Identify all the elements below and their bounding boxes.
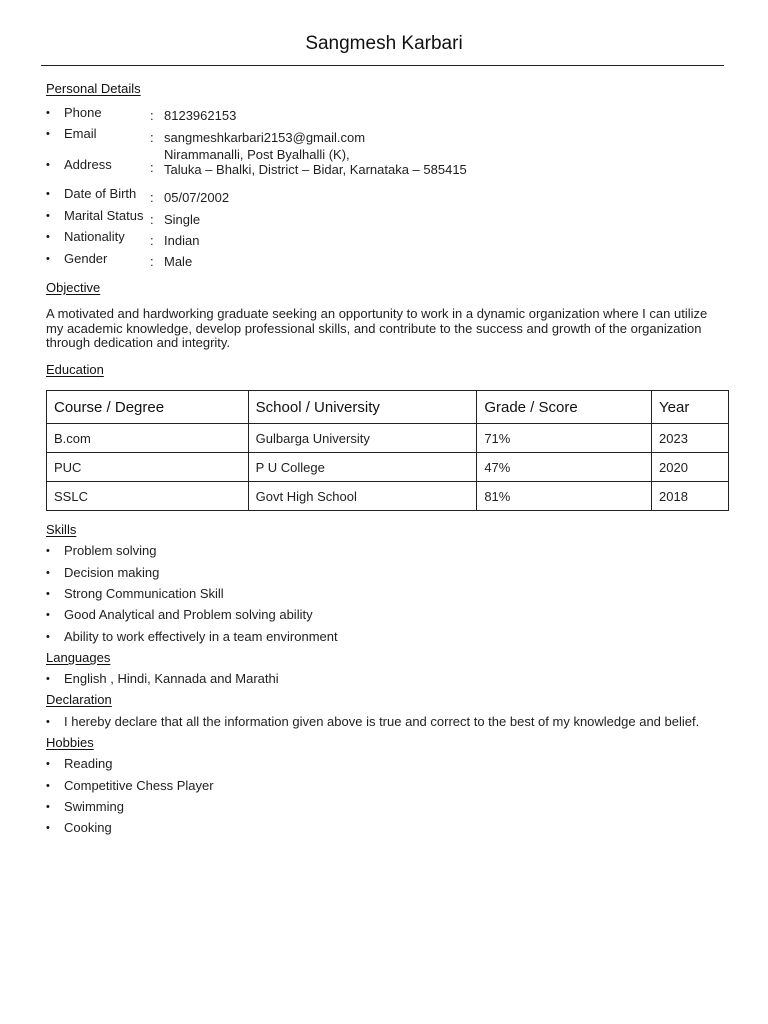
grade-cell: 71% (477, 424, 652, 453)
colon-separator: : (150, 254, 154, 269)
grade-cell: 47% (477, 453, 652, 482)
bullet-icon: • (46, 673, 50, 685)
bullet-icon: • (46, 253, 50, 265)
marital-status-label: Marital Status (64, 208, 144, 223)
course-cell: PUC (47, 453, 249, 482)
address-label: Address (64, 157, 112, 172)
objective-text: A motivated and hardworking graduate seeking an opportunity to work in a dynamic organization where I can utilize my academic knowledge, develop professional skills, and contribute to the success and growth of the organization through dedication and integrity. (46, 306, 708, 350)
colon-separator: : (150, 108, 154, 123)
skill-item: Strong Communication Skill (64, 586, 224, 601)
declaration-item: I hereby declare that all the information given above is true and correct to the best of my knowledge and belief. (64, 714, 700, 729)
bullet-icon: • (46, 631, 50, 643)
skill-item: Problem solving (64, 543, 157, 558)
candidate-name: Sangmesh Karbari (305, 33, 463, 54)
hobby-item: Cooking (64, 820, 112, 835)
hobby-item: Competitive Chess Player (64, 778, 214, 793)
grade-cell: 81% (477, 482, 652, 511)
column-header-year: Year (652, 391, 729, 424)
school-cell: Govt High School (248, 482, 477, 511)
bullet-icon: • (46, 567, 50, 579)
address-line-2: Taluka – Bhalki, District – Bidar, Karnataka – 585415 (164, 162, 467, 177)
education-heading: Education (46, 362, 104, 377)
colon-separator: : (150, 130, 154, 145)
hobby-item: Reading (64, 756, 113, 771)
bullet-icon: • (46, 780, 50, 792)
dob-value: 05/07/2002 (164, 190, 230, 205)
year-cell: 2023 (652, 424, 729, 453)
nationality-label: Nationality (64, 229, 125, 244)
gender-value: Male (164, 254, 193, 269)
bullet-icon: • (46, 107, 50, 119)
marital-status-value: Single (164, 212, 201, 227)
bullet-icon: • (46, 609, 50, 621)
skills-heading: Skills (46, 522, 77, 537)
objective-heading: Objective (46, 280, 101, 295)
school-cell: P U College (248, 453, 477, 482)
address-value (164, 147, 467, 177)
nationality-value: Indian (164, 233, 200, 248)
phone-label: Phone (64, 105, 102, 120)
bullet-icon: • (46, 159, 50, 171)
hobbies-heading: Hobbies (46, 735, 94, 750)
table-row (47, 453, 729, 482)
language-item: English , Hindi, Kannada and Marathi (64, 671, 279, 686)
education-table (46, 390, 729, 511)
course-cell: B.com (47, 424, 249, 453)
table-row (47, 482, 729, 511)
course-cell: SSLC (47, 482, 249, 511)
colon-separator: : (150, 190, 154, 205)
colon-separator: : (150, 212, 154, 227)
school-cell: Gulbarga University (248, 424, 477, 453)
skill-item: Ability to work effectively in a team environment (64, 629, 338, 644)
skill-item: Good Analytical and Problem solving ability (64, 607, 313, 622)
declaration-heading: Declaration (46, 692, 112, 707)
column-header-course: Course / Degree (47, 391, 249, 424)
email-value: sangmeshkarbari2153@gmail.com (164, 130, 366, 145)
phone-value: 8123962153 (164, 108, 237, 123)
header-divider (41, 65, 724, 66)
email-label: Email (64, 126, 97, 141)
bullet-icon: • (46, 588, 50, 600)
table-row (47, 424, 729, 453)
table-header-row (47, 391, 729, 424)
year-cell: 2018 (652, 482, 729, 511)
bullet-icon: • (46, 231, 50, 243)
bullet-icon: • (46, 801, 50, 813)
column-header-grade: Grade / Score (477, 391, 652, 424)
bullet-icon: • (46, 822, 50, 834)
column-header-school: School / University (248, 391, 477, 424)
colon-separator: : (150, 160, 154, 175)
bullet-icon: • (46, 210, 50, 222)
skill-item: Decision making (64, 565, 160, 580)
year-cell: 2020 (652, 453, 729, 482)
bullet-icon: • (46, 188, 50, 200)
bullet-icon: • (46, 128, 50, 140)
dob-label: Date of Birth (64, 186, 137, 201)
bullet-icon: • (46, 545, 50, 557)
hobby-item: Swimming (64, 799, 124, 814)
bullet-icon: • (46, 758, 50, 770)
gender-label: Gender (64, 251, 108, 266)
personal-details-heading: Personal Details (46, 81, 141, 96)
languages-heading: Languages (46, 650, 111, 665)
bullet-icon: • (46, 716, 50, 728)
address-line-1: Nirammanalli, Post Byalhalli (K), (164, 147, 350, 162)
colon-separator: : (150, 233, 154, 248)
